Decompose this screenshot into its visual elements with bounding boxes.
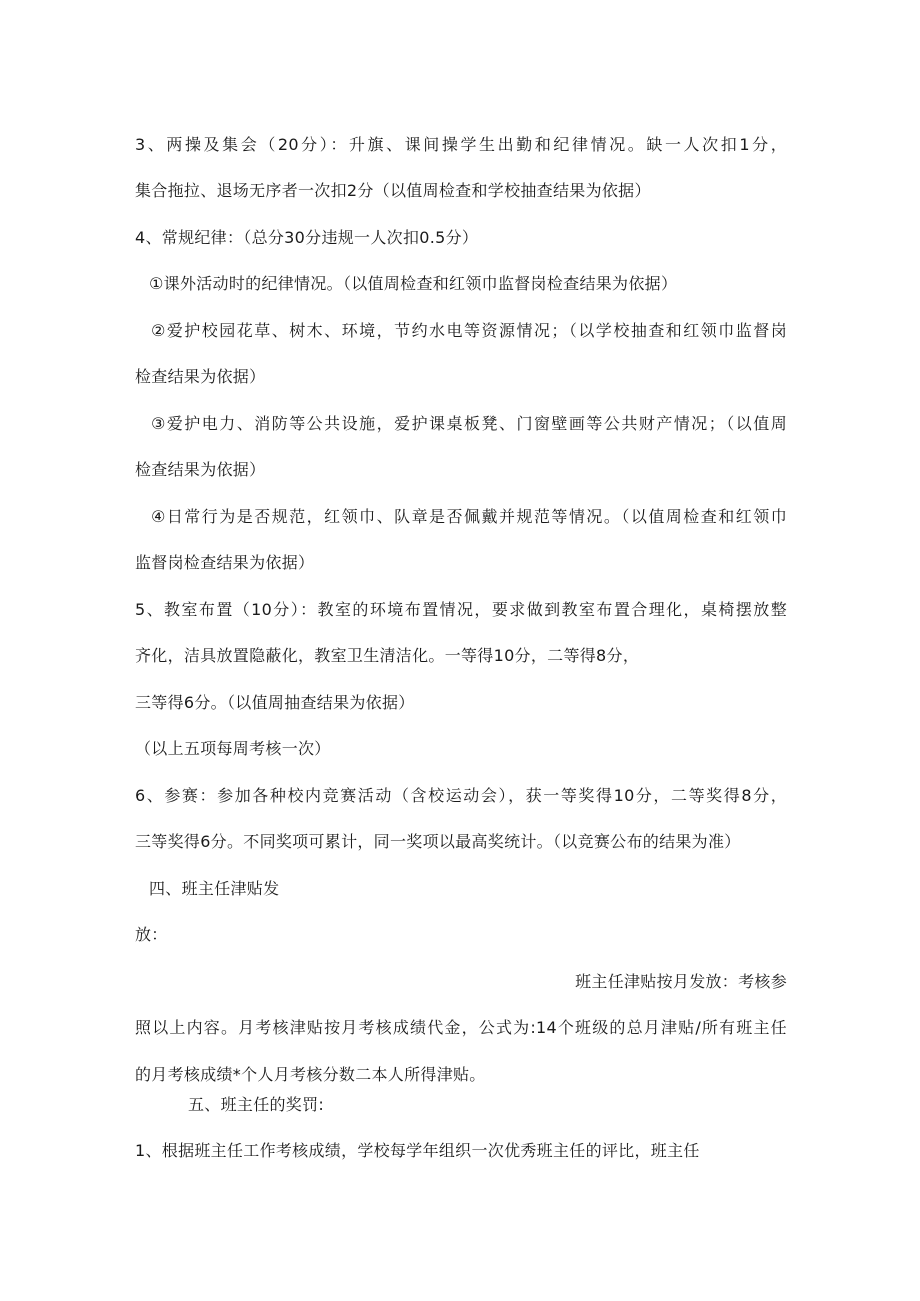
item-4-sub-2-line-1: ②爱护校园花草、树木、环境，节约水电等资源情况；（以学校抽查和红领巾监督岗 bbox=[151, 321, 787, 340]
section-4-heading: 四、班主任津贴发 bbox=[149, 879, 280, 898]
item-4-heading: 4、常规纪律：（总分30分违规一人次扣0.5分） bbox=[135, 228, 479, 247]
item-5-line-3: 三等得6分。（以值周抽查结果为依据） bbox=[135, 693, 415, 712]
item-6-line-2: 三等奖得6分。不同奖项可累计，同一奖项以最高奖统计。（以竞赛公布的结果为准） bbox=[135, 832, 741, 851]
allowance-line-1: 班主任津贴按月发放：考核参 bbox=[575, 972, 787, 991]
allowance-line-3: 的月考核成绩*个人月考核分数二本人所得津贴。 bbox=[135, 1065, 486, 1084]
item-5-line-2: 齐化，洁具放置隐蔽化，教室卫生清洁化。一等得10分，二等得8分， bbox=[135, 646, 640, 665]
item-4-sub-1: ①课外活动时的纪律情况。（以值周检查和红领巾监督岗检查结果为依据） bbox=[149, 274, 678, 293]
item-3-line-1: 3、两操及集会（20分）：升旗、课间操学生出勤和纪律情况。缺一人次扣1分， bbox=[135, 135, 787, 154]
item-4-sub-3-line-1: ③爱护电力、消防等公共设施，爱护课桌板凳、门窗壁画等公共财产情况；（以值周 bbox=[151, 414, 787, 433]
item-4-sub-2-line-2: 检查结果为依据） bbox=[135, 367, 266, 386]
item-3-line-2: 集合拖拉、退场无序者一次扣2分（以值周检查和学校抽查结果为依据） bbox=[135, 181, 651, 200]
item-5-line-1: 5、教室布置（10分）：教室的环境布置情况，要求做到教室布置合理化，桌椅摆放整 bbox=[135, 600, 787, 619]
item-4-sub-3-line-2: 检查结果为依据） bbox=[135, 460, 266, 479]
section-4-heading-cont: 放： bbox=[135, 925, 168, 944]
section-5-heading: 五、班主任的奖罚: bbox=[188, 1095, 325, 1114]
weekly-note: （以上五项每周考核一次） bbox=[135, 739, 331, 758]
item-4-sub-4-line-2: 监督岗检查结果为依据） bbox=[135, 553, 315, 572]
allowance-line-2: 照以上内容。月考核津贴按月考核成绩代金，公式为:14个班级的总月津贴/所有班主任 bbox=[135, 1018, 787, 1037]
reward-line-1: 1、根据班主任工作考核成绩，学校每学年组织一次优秀班主任的评比，班主任 bbox=[135, 1141, 700, 1160]
item-4-sub-4-line-1: ④日常行为是否规范，红领巾、队章是否佩戴并规范等情况。（以值周检查和红领巾 bbox=[151, 507, 787, 526]
item-6-line-1: 6、参赛：参加各种校内竞赛活动（含校运动会），获一等奖得10分，二等奖得8分， bbox=[135, 786, 787, 805]
